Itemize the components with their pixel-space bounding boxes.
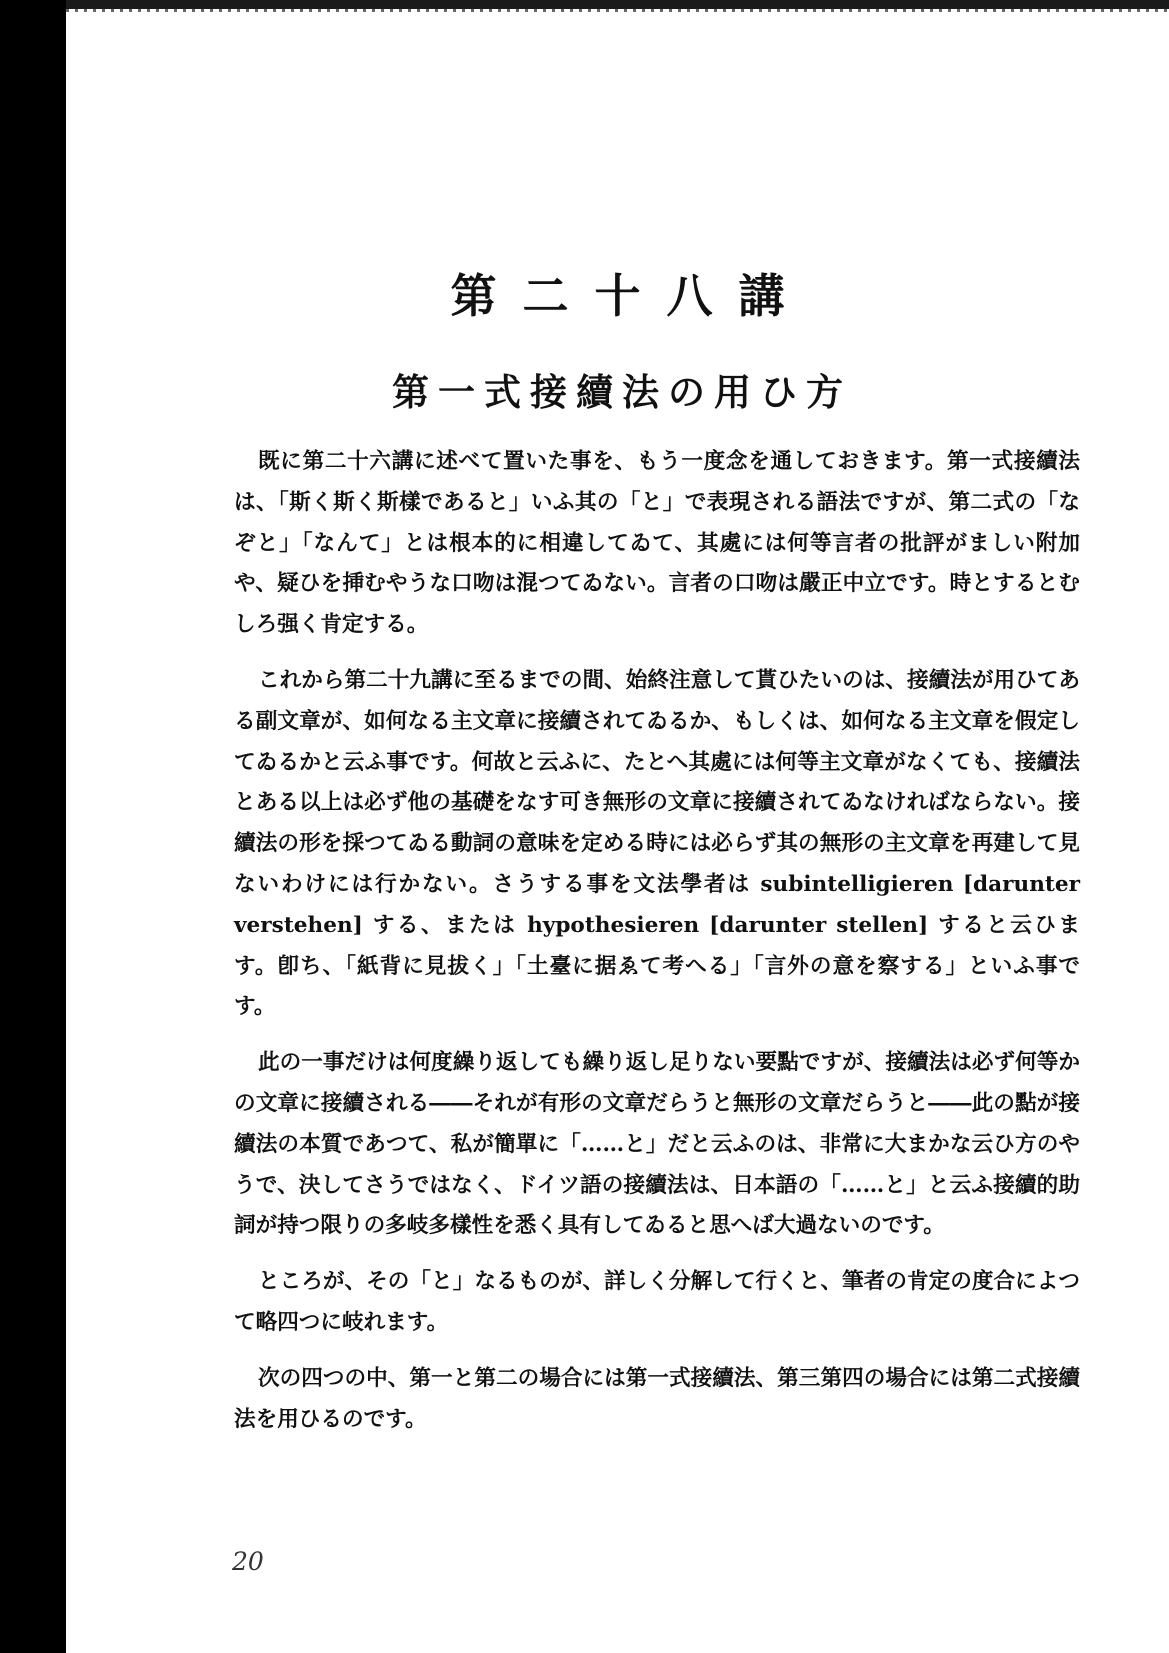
scan-top-border [66,0,1169,9]
chapter-title: 第二十八講 [450,269,811,323]
book-page [66,12,1169,1653]
paragraph-2: これから第二十九講に至るまでの間、始終注意して貰ひたいのは、接續法が用ひてある副文章が、如何なる主文章に接續されてゐるか、もしくは、如何なる主文章を假定してゐるかと云ふ事です。何故と云ふに、たとへ其處には何等主文章がなくても、接續法とある以上は必ず他の基礎をなす可き無形の文章に接續されてゐなければならない。接續法の形を採つてゐる動詞の意味を定める時には必らず其の無形の主文章を再建して見ないわけには行かない。さうする事を文法學者は subintelligieren [darunter verstehen] する、または hypothesieren [darunter stellen] すると云ひます。卽ち、「紙背に見拔く」「土臺に据ゑて考へる」「言外の意を察する」といふ事です。 [234,667,1080,1020]
paragraph-4: ところが、その「と」なるものが、詳しく分解して行くと、筆者の肯定の度合によつて略四つに岐れます。 [234,1269,1080,1335]
paragraph-1: 既に第二十六講に述べて置いた事を、もう一度念を通しておきます。第一式接續法は、「斯く斯く斯樣であると」いふ其の「と」で表現される語法ですが、第二式の「なぞと」「なんて」とは根本的に相違してゐて、其處には何等言者の批評がましい附加や、疑ひを挿むやうな口吻は混つてゐない。言者の口吻は嚴正中立です。時とするとむしろ强く肯定する。 [234,449,1080,638]
page-number: 20 [232,1547,264,1576]
paragraph-5: 次の四つの中、第一と第二の場合には第一式接續法、第三第四の場合には第二式接續法を用ひるのです。 [234,1365,1080,1432]
chapter-subtitle: 第一式接續法の用ひ方 [392,370,852,414]
scan-left-border [0,0,66,1653]
body-text [234,442,1080,1455]
paragraph-3: 此の一事だけは何度繰り返しても繰り返し足りない要點ですが、接續法は必ず何等かの文章に接續される――それが有形の文章だらうと無形の文章だらうと――此の點が接續法の本質であつて、私が簡單に「……と」だと云ふのは、非常に大まかな云ひ方のやうで、決してさうではなく、ドイツ語の接續法は、日本語の「……と」と云ふ接續的助詞が持つ限りの多岐多樣性を悉く具有してゐると思へば大過ないのです。 [234,1050,1080,1239]
